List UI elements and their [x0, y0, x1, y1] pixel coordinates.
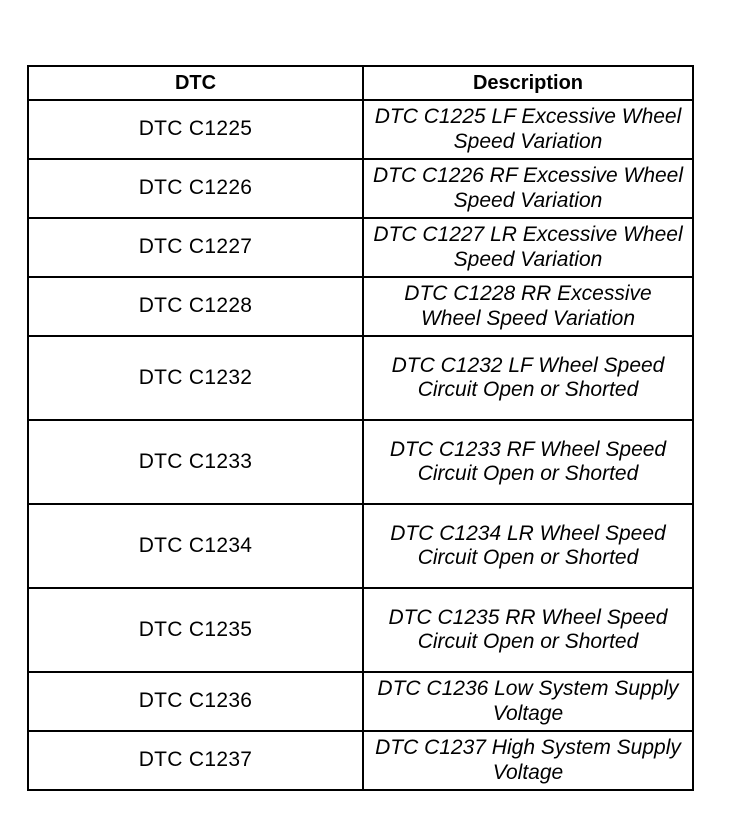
- description-cell: DTC C1228 RR Excessive Wheel Speed Variation: [363, 277, 693, 336]
- dtc-code-cell: DTC C1234: [28, 504, 363, 588]
- column-header-description: Description: [363, 66, 693, 100]
- table-row: [28, 420, 693, 504]
- dtc-code-cell: DTC C1228: [28, 277, 363, 336]
- dtc-code-cell: DTC C1236: [28, 672, 363, 731]
- dtc-code-cell: DTC C1235: [28, 588, 363, 672]
- description-cell: DTC C1235 RR Wheel Speed Circuit Open or Shorted: [363, 588, 693, 672]
- description-cell: DTC C1227 LR Excessive Wheel Speed Variation: [363, 218, 693, 277]
- description-cell: DTC C1226 RF Excessive Wheel Speed Variation: [363, 159, 693, 218]
- description-cell: DTC C1225 LF Excessive Wheel Speed Variation: [363, 100, 693, 159]
- table-row: [28, 336, 693, 420]
- table-row: [28, 100, 693, 159]
- dtc-table: [27, 65, 694, 791]
- table-row: [28, 672, 693, 731]
- description-cell: DTC C1237 High System Supply Voltage: [363, 731, 693, 790]
- description-cell: DTC C1232 LF Wheel Speed Circuit Open or Shorted: [363, 336, 693, 420]
- table-row: [28, 277, 693, 336]
- dtc-code-cell: DTC C1237: [28, 731, 363, 790]
- dtc-code-cell: DTC C1233: [28, 420, 363, 504]
- table-header-row: [28, 66, 693, 100]
- table-row: [28, 731, 693, 790]
- description-cell: DTC C1234 LR Wheel Speed Circuit Open or Shorted: [363, 504, 693, 588]
- column-header-dtc: DTC: [28, 66, 363, 100]
- table-row: [28, 159, 693, 218]
- dtc-code-cell: DTC C1226: [28, 159, 363, 218]
- dtc-code-cell: DTC C1232: [28, 336, 363, 420]
- dtc-code-cell: DTC C1225: [28, 100, 363, 159]
- table-row: [28, 588, 693, 672]
- description-cell: DTC C1236 Low System Supply Voltage: [363, 672, 693, 731]
- dtc-code-cell: DTC C1227: [28, 218, 363, 277]
- description-cell: DTC C1233 RF Wheel Speed Circuit Open or Shorted: [363, 420, 693, 504]
- table-row: [28, 218, 693, 277]
- table-row: [28, 504, 693, 588]
